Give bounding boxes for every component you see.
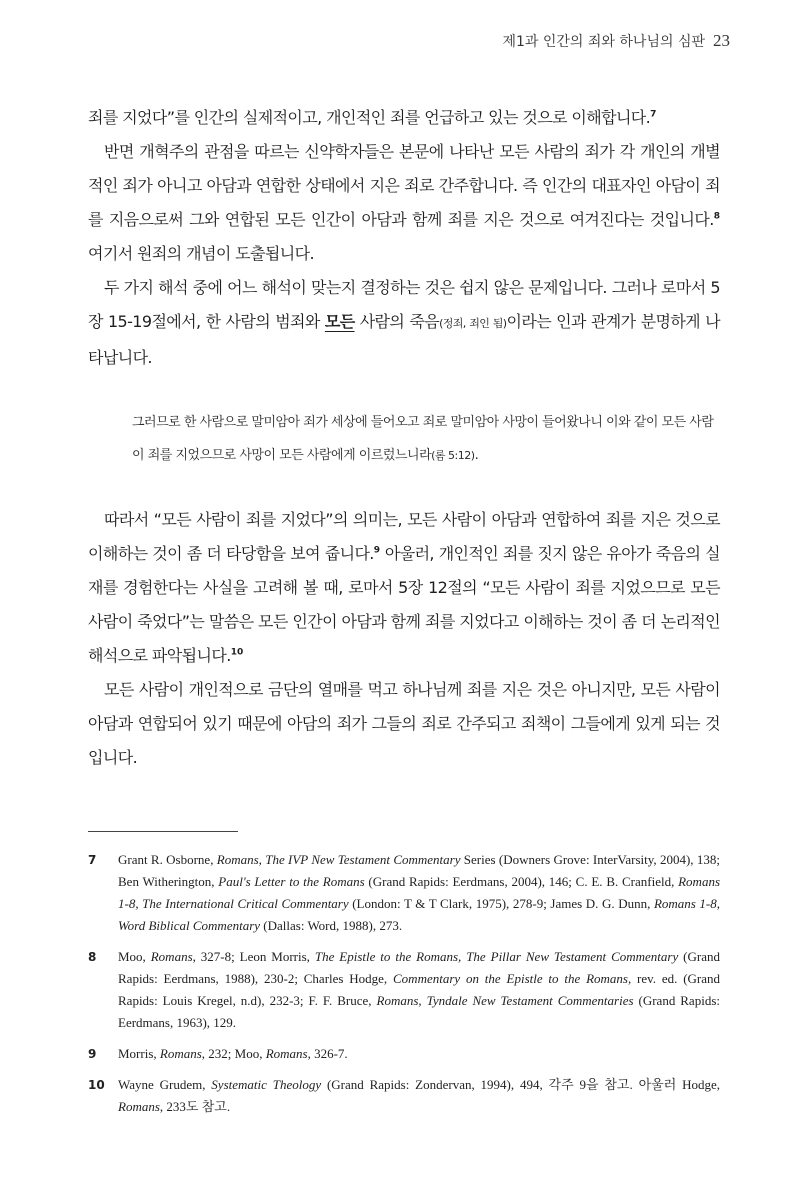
paragraph-4: [88, 503, 720, 673]
footnote-text: , 233도 참고.: [159, 1099, 231, 1114]
footnote-text: (Grand Rapids: Zondervan, 1994), 494, 각주 9을 참고. 아울러 Hodge,: [321, 1077, 720, 1092]
chapter-title: 제1과 인간의 죄와 하나님의 심판: [502, 34, 705, 50]
footnote-text: Series (Downers Grove: InterVarsity, 2004), 138; Ben Witherington,: [118, 852, 720, 889]
footnote-text: , 326-7.: [307, 1046, 348, 1061]
footnote-title: Romans: [265, 1046, 308, 1061]
footnote-number: 8: [88, 950, 97, 964]
page-number: 23: [713, 31, 730, 50]
footnote-8: [88, 946, 720, 1034]
paragraph-2: [88, 135, 720, 271]
footnote-9: [88, 1043, 720, 1065]
footnote-title: Romans: [159, 1046, 202, 1061]
paragraph-4-text: 따라서 “모든 사람이 죄를 지었다”의 의미는, 모든 사람이 아담과 연합하여 죄를 지은 것으로 이해하는 것이 좀 더 타당함을 보여 줍니다.: [88, 510, 720, 563]
running-head: [502, 31, 730, 51]
footnote-number: 7: [88, 853, 97, 867]
body-text: [88, 101, 720, 375]
footnote-text: Wayne Grudem,: [118, 1077, 212, 1092]
paragraph-3-text-end: 이라는 인과 관계가 분명하게 나타납니다.: [88, 312, 720, 367]
footnote-title: Romans: [118, 1099, 160, 1114]
paragraph-1-text: 죄를 지었다”를 인간의 실제적이고, 개인적인 죄를 언급하고 있는 것으로 이해합니다.: [88, 108, 651, 127]
paragraph-3-text: 두 가지 해석 중에 어느 해석이 맞는지 결정하는 것은 쉽지 않은 문제입니다. 그러나 로마서 5장 15-19절에서, 한 사람의 범죄와: [88, 278, 720, 331]
footnote-text: Morris,: [118, 1046, 160, 1061]
footnote-title: Romans, Tyndale New Testament Commentaries: [376, 993, 634, 1008]
footnote-title: Romans 1-8, Word Biblical Commentary: [118, 896, 721, 933]
footnote-ref-9[interactable]: 9: [373, 545, 381, 556]
paragraph-5-text: 모든 사람이 개인적으로 금단의 열매를 먹고 하나님께 죄를 지은 것은 아니지만, 모든 사람이 아담과 연합되어 있기 때문에 아담의 죄가 그들의 죄로 간주되고 죄책이 그들에게 있게 되는 것입니다.: [88, 680, 720, 767]
parenthetical-note: (정죄, 죄인 됨): [439, 317, 507, 330]
paragraph-3: [88, 271, 720, 375]
footnote-title: Romans: [150, 949, 193, 964]
footnote-title: Systematic Theology: [211, 1077, 322, 1092]
quote-end: .: [474, 448, 479, 463]
footnote-7: [88, 849, 720, 937]
paragraph-3-text-cont: 사람의 죽음: [354, 312, 440, 331]
footnote-text: (Dallas: Word, 1988), 273.: [260, 918, 403, 933]
footnote-text: (Grand Rapids: Eerdmans, 1963), 129.: [118, 993, 720, 1030]
footnote-title: Paul's Letter to the Romans: [218, 874, 365, 889]
footnote-ref-7[interactable]: 7: [650, 109, 657, 120]
quote-reference: (롬 5:12): [431, 449, 475, 462]
paragraph-2-text-cont: 여기서 원죄의 개념이 도출됩니다.: [88, 244, 314, 263]
footnote-title: Romans, The IVP New Testament Commentary: [216, 852, 461, 867]
footnote-text: , 327-8; Leon Morris,: [192, 949, 315, 964]
footnote-text: Grant R. Osborne,: [118, 852, 217, 867]
paragraph-5: [88, 673, 720, 775]
footnote-text: , rev. ed. (Grand Rapids: Louis Kregel, n.d), 232-3; F. F. Bruce,: [118, 971, 721, 1008]
footnote-title: The Epistle to the Romans, The Pillar New Testament Commentary: [314, 949, 679, 964]
footnote-text: , 232; Moo,: [201, 1046, 266, 1061]
footnote-number: 10: [88, 1078, 105, 1092]
footnote-text: Moo,: [118, 949, 151, 964]
footnote-title: Commentary on the Epistle to the Romans: [393, 971, 628, 986]
emphasized-word: 모든: [324, 312, 355, 331]
footnote-title: Romans 1-8, The International Critical Commentary: [118, 874, 720, 911]
footnotes: [88, 849, 720, 1127]
footnote-text: (Grand Rapids: Eerdmans, 2004), 146; C. E. B. Cranfield,: [364, 874, 679, 889]
body-text-continued: [88, 503, 720, 775]
footnote-text: (Grand Rapids: Eerdmans, 1988), 230-2; Charles Hodge,: [118, 949, 720, 986]
paragraph-2-text: 반면 개혁주의 관점을 따르는 신약학자들은 본문에 나타난 모든 사람의 죄가 각 개인의 개별적인 죄가 아니고 아담과 연합한 상태에서 지은 죄로 간주합니다. 즉 인간의 대표자인 아담이 죄를 지음으로써 그와 연합된 모든 인간이 아담과 함께 죄를 지은 것으로 여겨진다는 것입니다.: [88, 142, 720, 229]
paragraph-1: [88, 101, 720, 135]
footnote-ref-8[interactable]: 8: [713, 211, 720, 222]
footnote-10: [88, 1074, 720, 1118]
footnote-text: (London: T & T Clark, 1975), 278-9; James D. G. Dunn,: [348, 896, 654, 911]
footnote-divider: [88, 831, 238, 832]
paragraph-4-text-cont: 아울러, 개인적인 죄를 짓지 않은 유아가 죽음의 실재를 경험한다는 사실을 고려해 볼 때, 로마서 5장 12절의 “모든 사람이 죄를 지었으므로 모든 사람이 죽었다”는 말씀은 모든 인간이 아담과 함께 죄를 지었다고 이해하는 것이 좀 더 논리적인 해석으로 파악됩니다.: [88, 544, 720, 665]
scripture-quote: [132, 406, 724, 472]
footnote-number: 9: [88, 1047, 97, 1061]
footnote-ref-10[interactable]: 10: [230, 647, 244, 658]
quote-text: 그러므로 한 사람으로 말미암아 죄가 세상에 들어오고 죄로 말미암아 사망이 들어왔나니 이와 같이 모든 사람이 죄를 지었으므로 사망이 모든 사람에게 이르렀느니라: [132, 415, 714, 463]
